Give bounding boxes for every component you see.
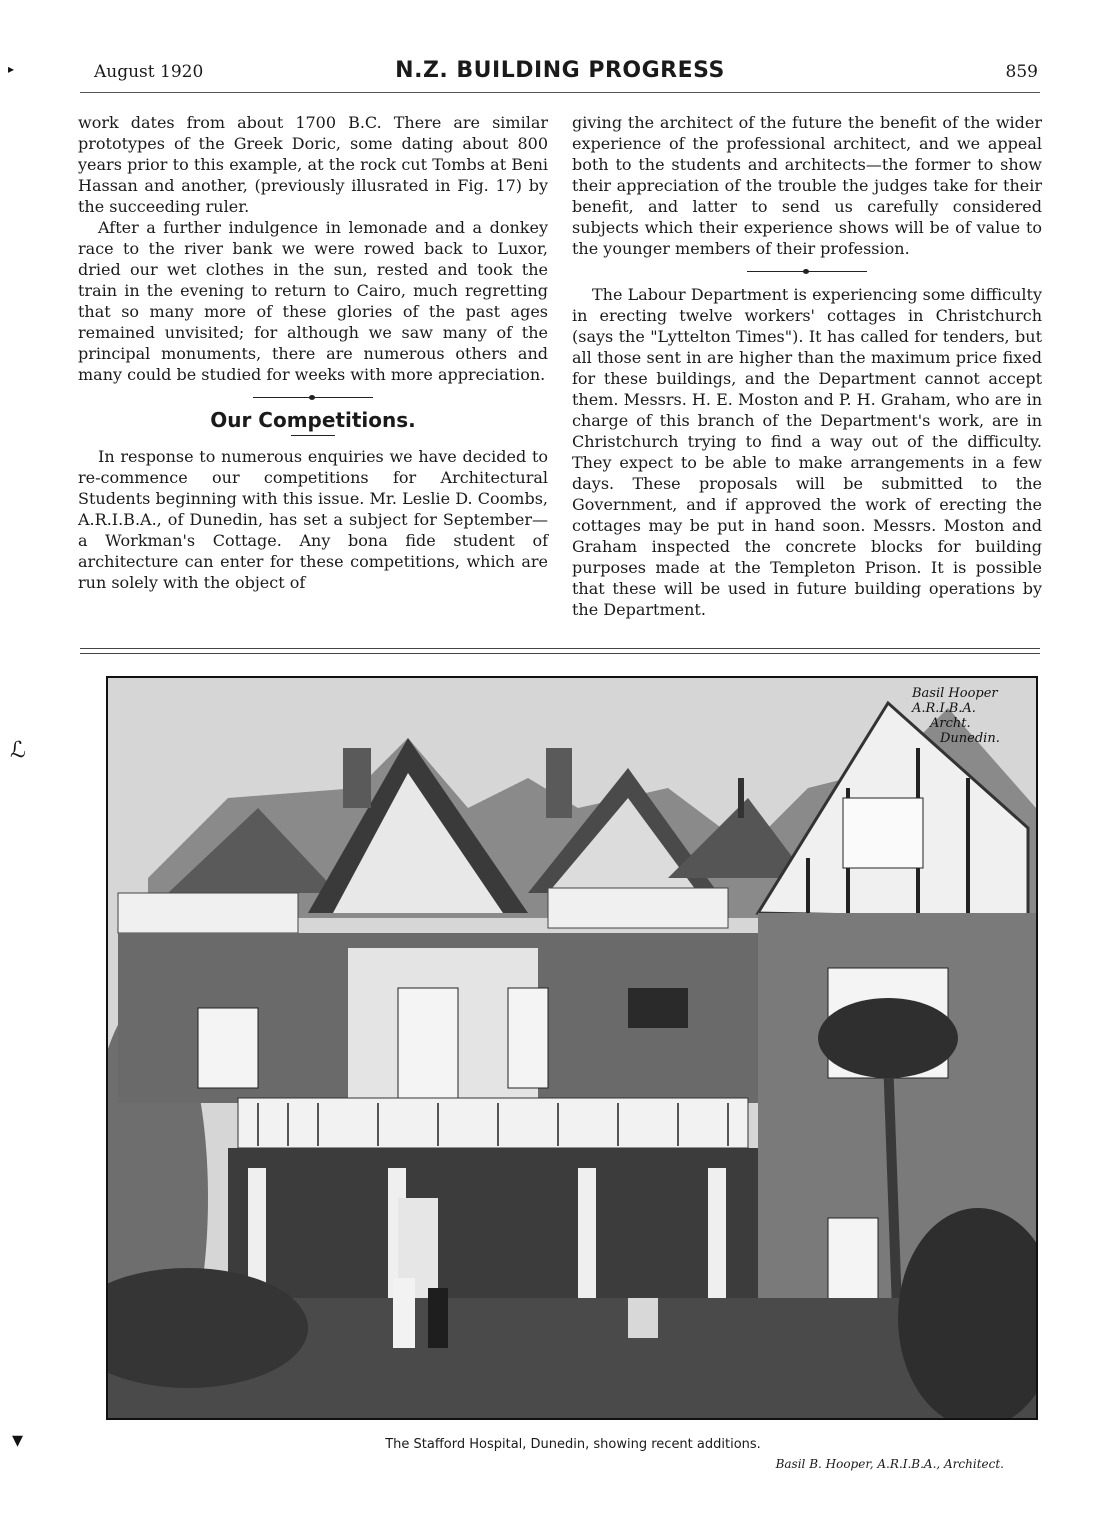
architect-signature: Basil Hooper A.R.I.B.A. Archt. Dunedin. (912, 686, 1000, 746)
issue-date: August 1920 (94, 62, 204, 82)
hospital-photograph (106, 676, 1038, 1420)
body-paragraph: giving the architect of the future the benefit of the wider experience of the professional architect, and we appeal both to the students and architects—the former to show their appreciation of the trouble the judges take for their benefit, and latter to send us carefully considered subjects which their experience shows will be of value to the younger members of their profession. (572, 113, 1042, 258)
body-paragraph: The Labour Department is experiencing some difficulty in erecting twelve workers' cottages in Christchurch (says the "Lyttelton Times"). It has called for tenders, but all those sent in are higher than the maximum price fixed for these buildings, and the Department cannot accept them. Messrs. H. E. Moston and P. H. Graham, who are in charge of this branch of the Department's work, are in Christchurch trying to find a way out of the difficulty. They expect to be able to make arrangements in a few days. These proposals will be submitted to the Government, and if approved the work of erecting the cottages may be put in hand soon. Messrs. Moston and Graham inspected the concrete blocks for building purposes made at the Templeton Prison. It is possible that these will be used in future building operations by the Department. (572, 285, 1042, 619)
left-column (78, 112, 548, 593)
heading-rule (291, 435, 335, 436)
body-paragraph: work dates from about 1700 B.C. There are similar prototypes of the Greek Doric, some dating about 800 years prior to this example, at the rock cut Tombs at Beni Hassan and another, (previously illusrated in Fig. 17) by the succeeding ruler. (78, 113, 548, 216)
section-rule (80, 648, 1040, 649)
right-column (572, 112, 1042, 620)
photo-credit: Basil B. Hooper, A.R.I.B.A., Architect. (775, 1457, 1004, 1471)
margin-arrow-mark: ▸ (8, 62, 15, 76)
publication-title: N.Z. BUILDING PROGRESS (395, 58, 725, 83)
section-rule (80, 653, 1040, 654)
page-number: 859 (1005, 62, 1038, 82)
section-divider (253, 397, 373, 398)
page-header (80, 58, 1040, 93)
margin-bird-mark: ▾ (12, 1428, 24, 1453)
body-paragraph: After a further indulgence in lemonade and a donkey race to the river bank we were rowed back to Luxor, dried our wet clothes in the sun, rested and took the train in the evening to return to Cairo, much regretting that so many more of these glories of the past ages remained unvisited; for although we saw many of the principal monuments, there are numerous others and many could be studied for weeks with more appreciation. (78, 218, 548, 384)
body-paragraph: In response to numerous enquiries we have decided to re-commence our competitions for Architectural Students beginning with this issue. Mr. Leslie D. Coombs, A.R.I.B.A., of Dunedin, has set a subject for September—a Workman's Cottage. Any bona fide student of architecture can enter for these competitions, which are run solely with the object of (78, 447, 548, 592)
margin-scribble-mark: ℒ (10, 738, 26, 763)
building-illustration (108, 678, 1036, 1418)
section-heading: Our Competitions. (210, 408, 416, 432)
section-divider (747, 271, 867, 272)
photo-caption: The Stafford Hospital, Dunedin, showing recent additions. (385, 1437, 761, 1452)
